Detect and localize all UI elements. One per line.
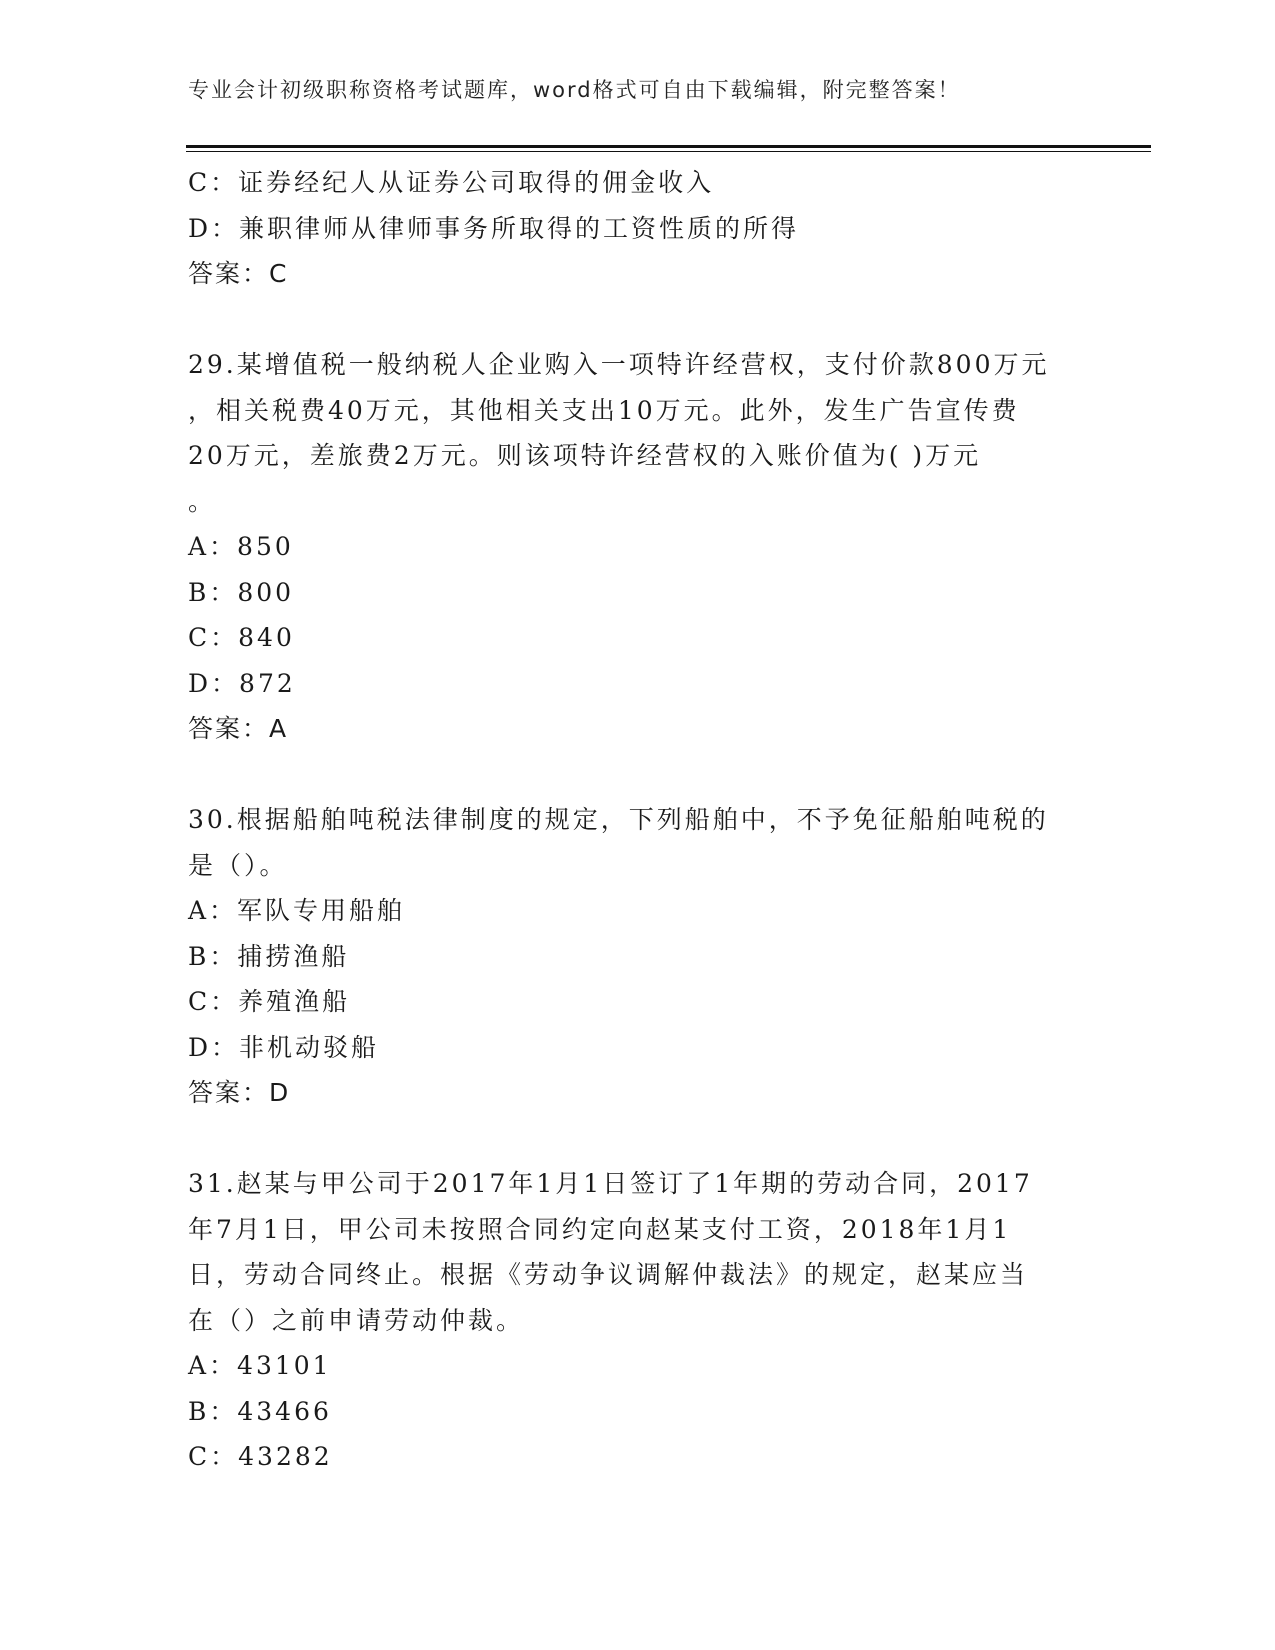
option-d: D：872 xyxy=(188,668,296,698)
question-text-line: 在（）之前申请劳动仲裁。 xyxy=(188,1305,525,1335)
option-b: B：捕捞渔船 xyxy=(188,941,350,971)
question-text-line: 29.某增值税一般纳税人企业购入一项特许经营权，支付价款800万元 xyxy=(188,350,1050,379)
prev-question xyxy=(188,160,1088,297)
question-text-line: 。 xyxy=(188,486,217,516)
option-d: D：非机动驳船 xyxy=(188,1032,380,1062)
option-c: C：840 xyxy=(188,623,295,652)
question-text-line: ，相关税费40万元，其他相关支出10万元。此外，发生广告宣传费 xyxy=(188,395,1020,425)
option-c: C：43282 xyxy=(188,1442,333,1471)
question-text-line: 20万元，差旅费2万元。则该项特许经营权的入账价值为( )万元 xyxy=(188,441,982,470)
spacer xyxy=(188,752,1088,798)
question-30 xyxy=(188,797,1088,1116)
option-a: A：43101 xyxy=(188,1351,332,1380)
answer: 答案：C xyxy=(188,259,289,288)
spacer xyxy=(188,297,1088,343)
option-d: D：兼职律师从律师事务所取得的工资性质的所得 xyxy=(188,213,800,243)
answer: 答案：D xyxy=(188,1078,291,1107)
question-31 xyxy=(188,1161,1088,1480)
question-text-line: 年7月1日，甲公司未按照合同约定向赵某支付工资，2018年1月1 xyxy=(188,1214,1012,1244)
option-b: B：800 xyxy=(188,577,295,607)
answer: 答案：A xyxy=(188,714,289,743)
question-29 xyxy=(188,342,1088,752)
spacer xyxy=(188,1116,1088,1162)
document-body xyxy=(188,160,1088,1480)
header-rule-thin xyxy=(186,151,1151,152)
question-text-line: 是（）。 xyxy=(188,850,288,880)
question-text-line: 31.赵某与甲公司于2017年1月1日签订了1年期的劳动合同，2017 xyxy=(188,1169,1033,1198)
header-rule-thick xyxy=(186,145,1151,148)
option-a: A：军队专用船舶 xyxy=(188,896,406,925)
option-a: A：850 xyxy=(188,532,294,561)
question-text-line: 日，劳动合同终止。根据《劳动争议调解仲裁法》的规定，赵某应当 xyxy=(188,1260,1029,1289)
question-text-line: 30.根据船舶吨税法律制度的规定，下列船舶中，不予免征船舶吨税的 xyxy=(188,805,1049,834)
option-b: B：43466 xyxy=(188,1396,332,1426)
option-c: C：证券经纪人从证券公司取得的佣金收入 xyxy=(188,168,715,197)
page-header: 专业会计初级职称资格考试题库，word格式可自由下载编辑，附完整答案！ xyxy=(188,78,961,102)
option-c: C：养殖渔船 xyxy=(188,987,351,1016)
